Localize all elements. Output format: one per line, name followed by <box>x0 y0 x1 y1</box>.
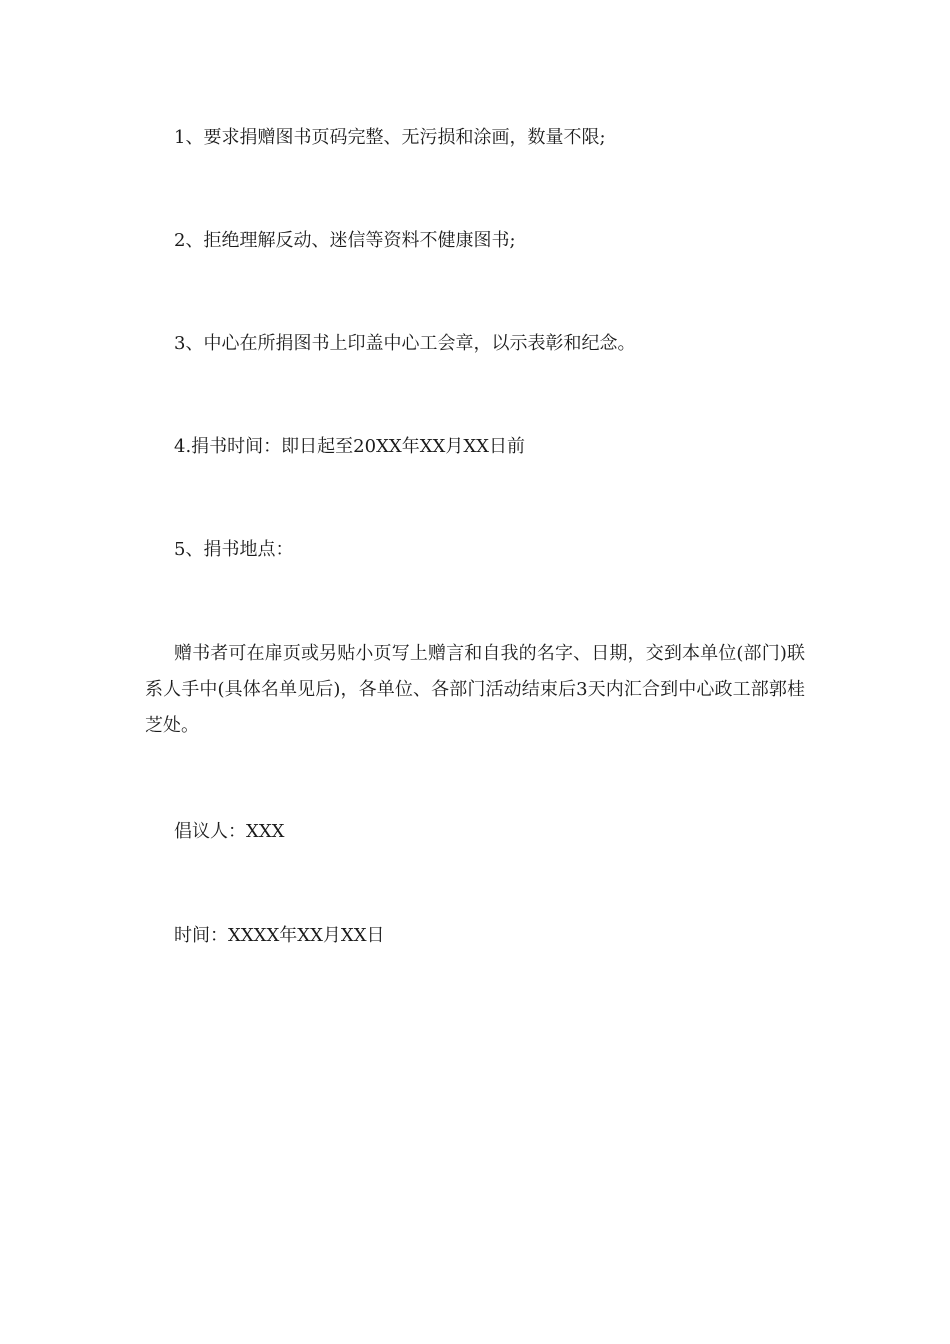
requirement-item-2: 2、拒绝理解反动、迷信等资料不健康图书; <box>174 230 516 251</box>
donation-location: 5、捐书地点： <box>174 539 294 560</box>
requirement-item-3: 3、中心在所捐图书上印盖中心工会章，以示表彰和纪念。 <box>174 333 636 354</box>
instructions-paragraph: 赠书者可在扉页或另贴小页写上赠言和自我的名字、日期，交到本单位(部门)联系人手中(具体名单见后)，各单位、各部门活动结束后3天内汇合到中心政工部郭桂芝处。 <box>145 643 805 736</box>
requirement-item-1: 1、要求捐赠图书页码完整、无污损和涂画，数量不限; <box>174 127 606 148</box>
date-line: 时间：XXXX年XX月XX日 <box>174 925 385 946</box>
donation-time: 4.捐书时间：即日起至20XX年XX月XX日前 <box>174 436 525 457</box>
initiator-line: 倡议人：XXX <box>174 821 285 842</box>
